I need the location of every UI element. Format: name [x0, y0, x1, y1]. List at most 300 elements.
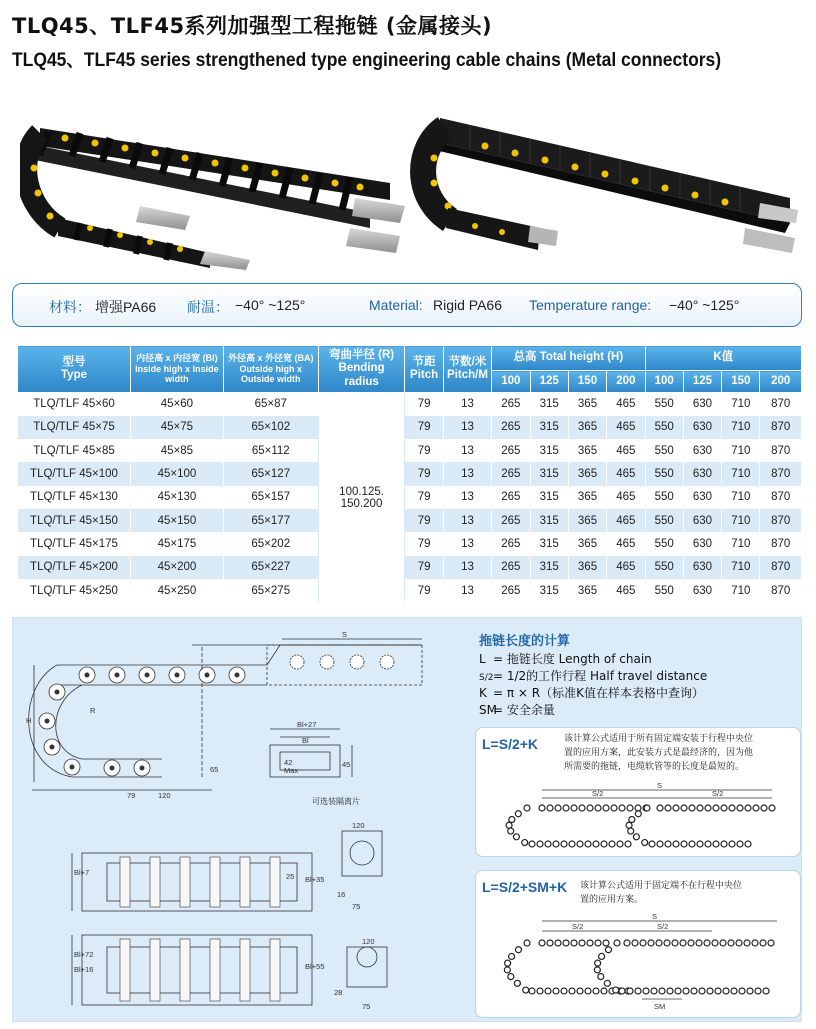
- table-cell: 465: [607, 486, 645, 509]
- table-cell: 870: [760, 509, 802, 532]
- chain-link: [514, 980, 520, 986]
- chain-link: [555, 805, 561, 811]
- chain-link: [577, 988, 583, 994]
- header-k-col: 200: [760, 371, 802, 393]
- chain-link: [656, 940, 662, 946]
- table-cell: 630: [683, 416, 721, 439]
- chain-link: [579, 940, 585, 946]
- chain-link: [617, 841, 623, 847]
- table-cell: 365: [568, 416, 606, 439]
- chain-link: [649, 841, 655, 847]
- table-cell: 45×75: [131, 416, 224, 439]
- chain-link: [561, 841, 567, 847]
- chain-link: [635, 811, 641, 817]
- formula-1: L=S/2+K: [482, 736, 539, 752]
- table-cell: 265: [492, 393, 530, 416]
- chain-link: [509, 953, 515, 959]
- header-h-col: 200: [607, 371, 645, 393]
- chain-link: [522, 840, 528, 846]
- calc-definition: [479, 650, 652, 667]
- table-cell: 13: [443, 532, 491, 555]
- f2-s: S: [652, 912, 658, 921]
- header-k-col: 125: [683, 371, 721, 393]
- chain-link: [603, 940, 609, 946]
- table-row: [18, 579, 802, 602]
- chain-link: [571, 805, 577, 811]
- chain-link: [611, 805, 617, 811]
- table-cell: 45×250: [131, 579, 224, 602]
- table-cell: TLQ/TLF 45×100: [18, 462, 131, 485]
- header-total-height: 总高 Total height (H): [492, 346, 645, 371]
- chain-link: [504, 967, 510, 973]
- chain-link: [539, 940, 545, 946]
- f1-half-s-1: S/2: [592, 789, 604, 798]
- calc-symbol: K: [479, 686, 487, 700]
- calc-definition: [479, 667, 707, 684]
- dim-bi-plus-35: Bl+35: [305, 875, 325, 884]
- table-cell: 79: [405, 579, 443, 602]
- chain-link: [587, 940, 593, 946]
- table-cell: 710: [722, 462, 760, 485]
- formula-1-diagram: [482, 780, 794, 854]
- chain-link: [614, 940, 620, 946]
- table-cell: 315: [530, 579, 568, 602]
- chain-link: [704, 940, 710, 946]
- dim-max: Max: [284, 766, 299, 775]
- table-cell: 710: [722, 486, 760, 509]
- table-cell: 13: [443, 462, 491, 485]
- table-cell: 65×87: [223, 393, 318, 416]
- table-cell: 365: [568, 556, 606, 579]
- table-cell: 65×227: [223, 556, 318, 579]
- chain-link: [515, 811, 521, 817]
- chain-link: [691, 988, 697, 994]
- dim-65: 65: [210, 765, 219, 774]
- chain-link: [598, 974, 604, 980]
- table-cell: 550: [645, 462, 683, 485]
- table-cell: 630: [683, 556, 721, 579]
- chain-link: [513, 834, 519, 840]
- temp-label-zh: 耐温：: [187, 299, 229, 315]
- header-pitch-per-m: 节数/米 Pitch/M: [443, 346, 491, 393]
- table-cell: 870: [760, 416, 802, 439]
- table-cell: 315: [530, 486, 568, 509]
- table-cell: 265: [492, 439, 530, 462]
- table-cell: 870: [760, 486, 802, 509]
- table-cell: 550: [645, 556, 683, 579]
- dim-r: R: [90, 706, 96, 715]
- table-cell: 265: [492, 579, 530, 602]
- table-cell: 65×102: [223, 416, 318, 439]
- chain-link: [633, 834, 639, 840]
- chain-link: [569, 841, 575, 847]
- chain-link: [585, 988, 591, 994]
- table-cell: 315: [530, 439, 568, 462]
- chain-link: [681, 805, 687, 811]
- chain-link: [723, 988, 729, 994]
- table-cell: 870: [760, 556, 802, 579]
- table-cell: 550: [645, 439, 683, 462]
- chain-link: [593, 988, 599, 994]
- chain-link: [571, 940, 577, 946]
- chain-link: [594, 967, 600, 973]
- table-cell: 45×175: [131, 532, 224, 555]
- table-cell: 13: [443, 416, 491, 439]
- chain-link: [601, 988, 607, 994]
- calc-definition: [479, 701, 555, 718]
- calc-text: = 拖链长度 Length of chain: [493, 652, 652, 666]
- chain-link: [673, 805, 679, 811]
- table-cell: 465: [607, 462, 645, 485]
- header-pitch: 节距 Pitch: [405, 346, 443, 393]
- table-cell: 315: [530, 416, 568, 439]
- table-cell: 365: [568, 393, 606, 416]
- chain-link: [713, 805, 719, 811]
- chain-link: [705, 841, 711, 847]
- chain-link: [667, 988, 673, 994]
- table-cell: 79: [405, 462, 443, 485]
- chain-link: [626, 822, 632, 828]
- table-cell: 710: [722, 416, 760, 439]
- f2-half-s-1: S/2: [572, 922, 584, 931]
- formula-2-diagram: [482, 911, 794, 1015]
- chain-link: [599, 953, 605, 959]
- chain-link: [613, 987, 619, 993]
- dim-bi: Bl: [302, 736, 309, 745]
- table-cell: 550: [645, 393, 683, 416]
- chain-link: [699, 988, 705, 994]
- table-row: [18, 509, 802, 532]
- chain-link: [675, 988, 681, 994]
- calc-definition: [479, 684, 704, 701]
- chain-link: [563, 940, 569, 946]
- formula-box-2: [475, 870, 801, 1018]
- table-cell: 870: [760, 579, 802, 602]
- table-row: [18, 556, 802, 579]
- table-cell: 45×85: [131, 439, 224, 462]
- header-k-value: K值: [645, 346, 802, 371]
- table-cell: 365: [568, 462, 606, 485]
- chain-link: [587, 805, 593, 811]
- table-cell: 465: [607, 532, 645, 555]
- chain-link: [569, 988, 575, 994]
- chain-link: [642, 840, 648, 846]
- chain-link: [731, 988, 737, 994]
- material-value-zh: 增强PA66: [95, 299, 157, 315]
- table-cell: 45×150: [131, 509, 224, 532]
- chain-link: [689, 805, 695, 811]
- table-cell: 870: [760, 532, 802, 555]
- material-label-en: Material:: [369, 297, 423, 313]
- chain-link: [609, 841, 615, 847]
- chain-link: [619, 988, 625, 994]
- chain-link: [585, 841, 591, 847]
- chain-link: [635, 805, 641, 811]
- dim-45: 45: [342, 760, 351, 769]
- chain-link: [561, 988, 567, 994]
- chain-link: [593, 841, 599, 847]
- table-cell: 65×112: [223, 439, 318, 462]
- chain-link: [545, 988, 551, 994]
- chain-link: [736, 940, 742, 946]
- table-row: [18, 532, 802, 555]
- table-row: [18, 462, 802, 485]
- chain-link: [577, 841, 583, 847]
- chain-link: [747, 988, 753, 994]
- table-cell: 630: [683, 532, 721, 555]
- table-cell: 710: [722, 556, 760, 579]
- chain-link: [761, 805, 767, 811]
- table-cell: 465: [607, 439, 645, 462]
- chain-link: [555, 940, 561, 946]
- table-cell: 79: [405, 416, 443, 439]
- table-cell: TLQ/TLF 45×130: [18, 486, 131, 509]
- chain-link: [755, 988, 761, 994]
- table-cell: 45×60: [131, 393, 224, 416]
- chain-link: [721, 805, 727, 811]
- header-type: 型号 Type: [18, 346, 131, 393]
- calc-text: = 安全余量: [493, 703, 555, 717]
- dim-79: 79: [127, 791, 136, 800]
- dim-42: 42: [284, 758, 293, 767]
- table-cell: 465: [607, 393, 645, 416]
- chain-link: [601, 841, 607, 847]
- table-cell: TLQ/TLF 45×85: [18, 439, 131, 462]
- table-cell: 79: [405, 393, 443, 416]
- table-cell: 710: [722, 532, 760, 555]
- table-cell: 630: [683, 462, 721, 485]
- header-h-col: 100: [492, 371, 530, 393]
- table-cell: 870: [760, 462, 802, 485]
- table-cell: 465: [607, 579, 645, 602]
- formula-2-desc: 该计算公式适用于固定端不在行程中央位 置的应用方案。: [580, 881, 743, 905]
- chain-link: [739, 988, 745, 994]
- chain-link: [664, 940, 670, 946]
- chain-link: [720, 940, 726, 946]
- table-cell: 13: [443, 393, 491, 416]
- material-label-zh: 材料：: [49, 299, 91, 315]
- chain-link: [672, 940, 678, 946]
- chain-link: [728, 940, 734, 946]
- table-cell: 45×200: [131, 556, 224, 579]
- chain-link: [705, 805, 711, 811]
- table-cell: TLQ/TLF 45×75: [18, 416, 131, 439]
- optional-separator-note: 可选装隔离片: [312, 797, 360, 806]
- dim-bi-plus-72: Bl+72: [74, 950, 94, 959]
- calc-symbol: L: [479, 652, 486, 666]
- table-cell: TLQ/TLF 45×200: [18, 556, 131, 579]
- table-cell: 630: [683, 486, 721, 509]
- table-cell: 315: [530, 393, 568, 416]
- table-cell: 65×275: [223, 579, 318, 602]
- table-cell: 265: [492, 532, 530, 555]
- chain-link: [753, 805, 759, 811]
- header-outside: 外径高 x 外径宽 (BA) Outside high x Outside width: [223, 346, 318, 393]
- chain-link: [537, 988, 543, 994]
- table-cell: 550: [645, 509, 683, 532]
- table-cell: 550: [645, 416, 683, 439]
- table-cell: 315: [530, 532, 568, 555]
- chain-link: [665, 841, 671, 847]
- chain-link: [729, 805, 735, 811]
- material-info-bar: [12, 283, 802, 327]
- chain-link: [632, 940, 638, 946]
- chain-link: [640, 940, 646, 946]
- dim-75-b: 75: [362, 1002, 371, 1011]
- table-cell: 550: [645, 486, 683, 509]
- table-cell: 13: [443, 439, 491, 462]
- table-cell: 710: [722, 393, 760, 416]
- f2-half-s-2: S/2: [657, 922, 669, 931]
- chain-link: [595, 940, 601, 946]
- chain-link: [745, 841, 751, 847]
- chain-link: [737, 841, 743, 847]
- chain-link: [744, 940, 750, 946]
- calc-text: = 1/2的工作行程 Half travel distance: [493, 669, 708, 683]
- table-cell: 550: [645, 579, 683, 602]
- chain-link: [508, 828, 514, 834]
- table-cell: 45×130: [131, 486, 224, 509]
- table-cell: 265: [492, 486, 530, 509]
- chain-link: [539, 805, 545, 811]
- table-cell: 710: [722, 579, 760, 602]
- table-cell: 630: [683, 393, 721, 416]
- chain-link: [537, 841, 543, 847]
- table-cell: 365: [568, 579, 606, 602]
- material-value-en: Rigid PA66: [433, 297, 503, 313]
- chain-link: [595, 960, 601, 966]
- table-cell: 465: [607, 416, 645, 439]
- table-cell: 79: [405, 439, 443, 462]
- chain-link: [605, 947, 611, 953]
- product-photo-closed-chain: [410, 88, 800, 270]
- table-cell: 710: [722, 509, 760, 532]
- f1-half-s-2: S/2: [712, 789, 724, 798]
- page-title-zh: TLQ45、TLF45系列加强型工程拖链 (金属接头): [12, 14, 493, 38]
- dim-16: 16: [337, 890, 346, 899]
- chain-link: [673, 841, 679, 847]
- chain-link: [688, 940, 694, 946]
- chain-link: [769, 805, 775, 811]
- chain-link: [624, 940, 630, 946]
- chain-link: [643, 988, 649, 994]
- chain-link: [659, 988, 665, 994]
- dim-120-c: 120: [362, 937, 375, 946]
- formula-2: L=S/2+SM+K: [482, 879, 568, 895]
- header-k-col: 150: [722, 371, 760, 393]
- formula-box-1: [475, 727, 801, 857]
- chain-link: [619, 805, 625, 811]
- table-cell: 13: [443, 579, 491, 602]
- chain-link: [635, 988, 641, 994]
- chain-link: [737, 805, 743, 811]
- chain-link: [515, 947, 521, 953]
- table-cell: 65×177: [223, 509, 318, 532]
- chain-link: [627, 988, 633, 994]
- dim-s: S: [342, 630, 348, 639]
- chain-link: [603, 805, 609, 811]
- chain-link: [509, 817, 515, 823]
- chain-link: [657, 841, 663, 847]
- table-cell: TLQ/TLF 45×150: [18, 509, 131, 532]
- table-cell: 13: [443, 486, 491, 509]
- table-cell: 315: [530, 462, 568, 485]
- header-k-col: 100: [645, 371, 683, 393]
- chain-link: [529, 988, 535, 994]
- chain-link: [712, 940, 718, 946]
- chain-link: [547, 805, 553, 811]
- dim-120: 120: [158, 791, 171, 800]
- chain-link: [696, 940, 702, 946]
- table-cell: 365: [568, 532, 606, 555]
- table-row: [18, 486, 802, 509]
- table-cell: 265: [492, 416, 530, 439]
- chain-link: [715, 988, 721, 994]
- header-radius: 弯曲半径 (R) Bending radius: [318, 346, 405, 393]
- table-cell: TLQ/TLF 45×250: [18, 579, 131, 602]
- formula-1-desc: 该计算公式适用于所有固定端安装于行程中央位 置的应用方案，此安装方式是最经济的，因为他 所需要的拖链，电缆软管等的长度是最短的。: [564, 734, 754, 772]
- table-cell: 465: [607, 509, 645, 532]
- chain-link: [563, 805, 569, 811]
- table-row: [18, 439, 802, 462]
- table-cell: 65×157: [223, 486, 318, 509]
- product-photo-open-chain: [20, 88, 410, 270]
- f1-s: S: [657, 781, 663, 790]
- page-title-en: TLQ45、TLF45 series strengthened type engineering cable chains (Metal connectors): [12, 50, 722, 71]
- calc-text: = π × R（标准K值在样本表格中查询）: [493, 686, 704, 700]
- table-cell: 79: [405, 556, 443, 579]
- table-cell: 630: [683, 509, 721, 532]
- temp-value-zh: −40° ~125°: [235, 297, 306, 313]
- chain-link: [657, 805, 663, 811]
- calc-symbol: SM: [479, 703, 497, 717]
- chain-link: [547, 940, 553, 946]
- table-cell: 79: [405, 509, 443, 532]
- chain-link: [524, 805, 530, 811]
- table-row: [18, 416, 802, 439]
- temp-label-en: Temperature range:: [529, 297, 652, 313]
- chain-link: [579, 805, 585, 811]
- chain-link: [760, 940, 766, 946]
- chain-link: [721, 841, 727, 847]
- chain-link: [644, 805, 650, 811]
- table-cell: 13: [443, 556, 491, 579]
- chain-link: [529, 841, 535, 847]
- chain-link: [508, 974, 514, 980]
- header-h-col: 150: [568, 371, 606, 393]
- header-inside: 内径高 x 内径宽 (BI) Inside high x Inside width: [131, 346, 224, 393]
- chain-link: [648, 940, 654, 946]
- table-cell: 315: [530, 509, 568, 532]
- table-cell: TLQ/TLF 45×60: [18, 393, 131, 416]
- chain-link: [545, 841, 551, 847]
- table-cell: 365: [568, 439, 606, 462]
- dim-h: H: [26, 716, 32, 725]
- table-cell: 710: [722, 439, 760, 462]
- table-cell: 870: [760, 393, 802, 416]
- calc-symbol: S/2: [479, 673, 494, 683]
- chain-link: [707, 988, 713, 994]
- technical-drawings: [12, 617, 472, 1022]
- calc-title: 拖链长度的计算: [479, 634, 571, 649]
- table-cell: 315: [530, 556, 568, 579]
- chain-link: [713, 841, 719, 847]
- table-row: [18, 393, 802, 416]
- bending-radius-cell: 100.125. 150.200: [318, 393, 405, 603]
- table-cell: 630: [683, 579, 721, 602]
- table-cell: TLQ/TLF 45×175: [18, 532, 131, 555]
- table-cell: 265: [492, 509, 530, 532]
